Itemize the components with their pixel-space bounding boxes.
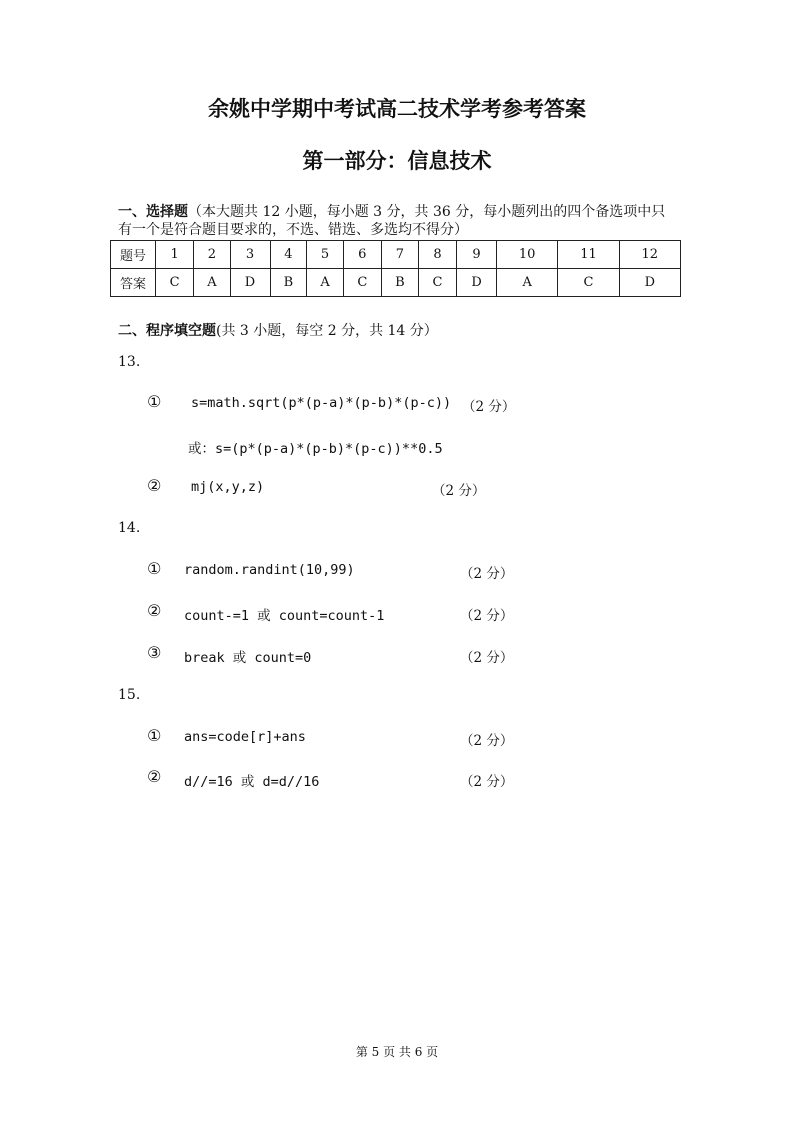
question-number-cell: 2 (194, 241, 230, 269)
q15-a2-marker: ② (147, 767, 162, 786)
answer-cell: D (457, 269, 497, 297)
q14-a1-marker: ① (147, 559, 162, 578)
q14-a3-answer: break 或 count=0 (184, 650, 312, 666)
answer-cell: C (156, 269, 194, 297)
answer-cell: B (381, 269, 418, 297)
q13-a1-points: （2 分） (462, 399, 516, 415)
q14-a2-marker: ② (147, 601, 162, 620)
q15-a1-marker: ① (147, 726, 162, 745)
q15-a1-points: （2 分） (460, 733, 514, 749)
section1-heading-line (118, 201, 665, 221)
q15-a2-points: （2 分） (460, 774, 514, 790)
question-number-cell: 5 (307, 241, 343, 269)
question-number-cell: 12 (619, 241, 680, 269)
question-number-cell: 4 (270, 241, 307, 269)
question-number-cell: 10 (497, 241, 558, 269)
page-title: 余姚中学期中考试高二技术学考参考答案 (208, 97, 586, 121)
q14-a2-answer: count-=1 或 count=count-1 (184, 608, 385, 624)
section2-desc: (共 3 小题，每空 2 分，共 14 分） (216, 323, 438, 339)
answer-cell: C (558, 269, 619, 297)
answer-table (110, 240, 681, 297)
section1-desc-2: 有一个是符合题目要求的，不选、错选、多选均不得分） (118, 222, 468, 238)
answer-cell: D (619, 269, 680, 297)
q13-a1-alternative: 或：s=(p*(p-a)*(p-b)*(p-c))**0.5 (188, 441, 443, 457)
part-title: 第一部分：信息技术 (302, 149, 492, 173)
q13-a1-answer: s=math.sqrt(p*(p-a)*(p-b)*(p-c)) (191, 395, 452, 411)
question-number-cell: 3 (230, 241, 270, 269)
q15-number: 15. (118, 687, 141, 703)
question-number-cell: 11 (558, 241, 619, 269)
q13-number: 13. (118, 354, 141, 370)
page-footer: 第 5 页 共 6 页 (355, 1045, 439, 1059)
q14-a2-points: （2 分） (460, 608, 514, 624)
answer-cell: B (270, 269, 307, 297)
question-number-row (111, 241, 681, 269)
answer-cell: C (343, 269, 381, 297)
q14-a3-points: （2 分） (460, 650, 514, 666)
q13-a2-answer: mj(x,y,z) (191, 479, 265, 495)
q15-a1-answer: ans=code[r]+ans (184, 729, 306, 745)
section1-desc-1: （本大题共 12 小题，每小题 3 分，共 36 分，每小题列出的四个备选项中只 (188, 204, 666, 220)
answer-row (111, 269, 681, 297)
question-number-cell: 8 (418, 241, 456, 269)
q15-a2-answer: d//=16 或 d=d//16 (184, 774, 320, 790)
question-number-cell: 9 (457, 241, 497, 269)
answer-cell: A (307, 269, 343, 297)
q14-a1-points: （2 分） (460, 566, 514, 582)
q14-a1-answer: random.randint(10,99) (184, 562, 355, 578)
answer-cell: C (418, 269, 456, 297)
question-number-cell: 7 (381, 241, 418, 269)
section2-heading: 二、程序填空题 (118, 323, 216, 339)
answer-cell: A (194, 269, 230, 297)
section1-heading: 一、选择题 (118, 204, 188, 220)
answer-cell: D (230, 269, 270, 297)
q13-a2-points: （2 分） (432, 483, 486, 499)
answer-label: 答案 (111, 269, 156, 297)
section2-heading-line (118, 320, 438, 340)
q14-number: 14. (118, 520, 141, 536)
q14-a3-marker: ③ (147, 643, 162, 662)
q13-a2-marker: ② (147, 476, 162, 495)
answer-cell: A (497, 269, 558, 297)
question-number-label: 题号 (111, 241, 156, 269)
q13-a1-marker: ① (147, 392, 162, 411)
question-number-cell: 6 (343, 241, 381, 269)
question-number-cell: 1 (156, 241, 194, 269)
